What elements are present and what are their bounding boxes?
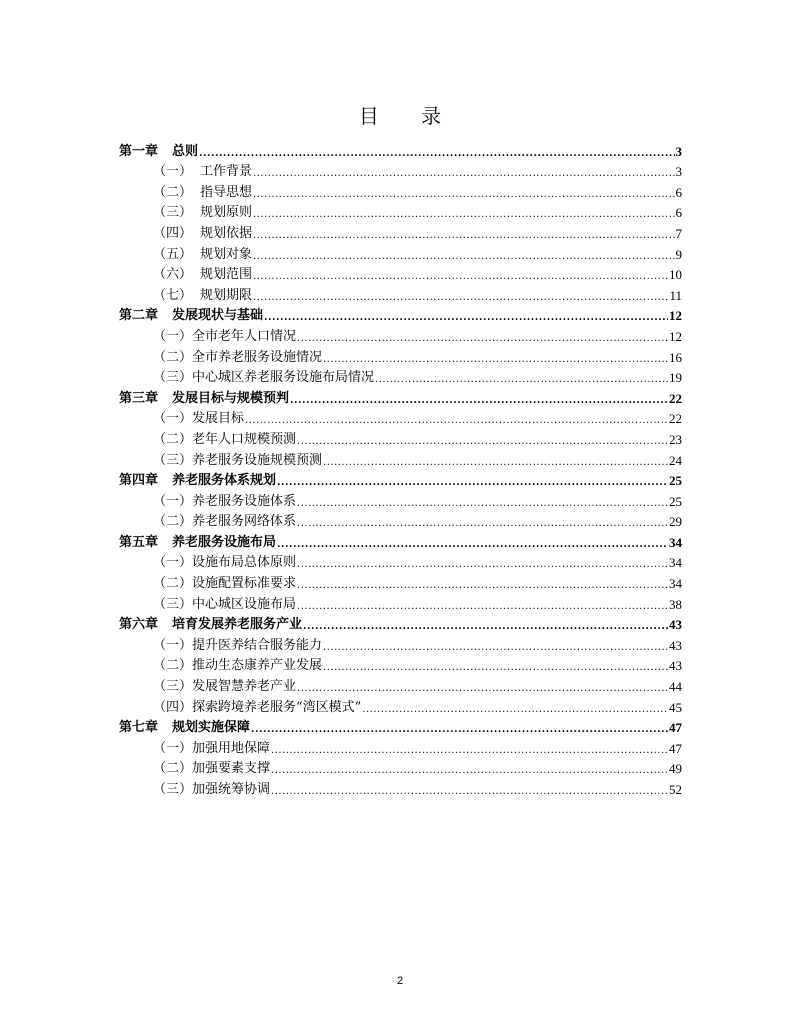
toc-entry-title: 养老服务设施布局 [172,534,277,550]
toc-entry-page: 43 [669,617,682,633]
toc-dot-leader [375,371,668,384]
toc-entry-label [119,618,302,631]
toc-entry-title: 发展目标 [192,411,245,427]
toc-entry-title: 规划范围 [200,267,253,283]
toc-entry-title: 加强统筹协调 [192,782,271,797]
toc-entry-number: 第二章 [119,308,159,324]
toc-entry-label [153,351,322,364]
toc-section-entry[interactable] [119,631,682,652]
toc-entry-number: （一） [153,411,193,427]
toc-section-entry[interactable] [119,261,682,282]
toc-dot-leader [362,701,668,714]
toc-entry-title: 全市养老服务设施情况 [192,349,323,365]
toc-section-entry[interactable] [119,425,682,446]
toc-entry-title: 设施布局总体原则 [192,555,297,571]
toc-entry-label [153,577,296,590]
toc-entry-title: 培育发展养老服务产业 [172,617,303,633]
toc-entry-label [153,330,296,343]
toc-entry-page: 45 [669,699,682,715]
toc-dot-leader [245,412,668,425]
toc-entry-page: 52 [669,782,682,797]
toc-entry-number: 第一章 [119,143,159,159]
toc-entry-page: 6 [675,205,682,221]
toc-dot-leader [297,680,668,693]
toc-chapter-entry[interactable] [119,384,682,405]
toc-entry-number: （三） [153,370,193,386]
toc-entry-title: 设施配置标准要求 [192,576,297,592]
toc-dot-leader [323,351,668,364]
toc-entry-label [153,412,244,425]
toc-section-entry[interactable] [119,569,682,590]
toc-dot-leader [199,145,674,158]
toc-entry-page: 25 [669,473,682,489]
toc-chapter-entry[interactable] [119,302,682,323]
toc-entry-label [153,371,374,384]
toc-dot-leader [297,495,668,508]
toc-entry-number: 第四章 [119,473,159,489]
toc-dot-leader [253,248,674,261]
toc-entry-title: 养老服务设施规模预测 [192,452,323,468]
toc-section-entry[interactable] [119,158,682,179]
toc-entry-number: （六） [153,267,193,283]
table-of-contents [119,137,682,796]
toc-entry-number: （七） [153,287,193,303]
toc-entry-label [153,742,270,755]
toc-dot-leader [297,433,668,446]
toc-entry-page: 24 [669,452,682,468]
toc-section-entry[interactable] [119,219,682,240]
toc-entry-number: （二） [153,349,193,365]
toc-entry-label [153,762,270,775]
toc-entry-number: （一） [153,493,193,509]
toc-entry-label [153,206,252,219]
toc-dot-leader [264,309,668,322]
toc-section-entry[interactable] [119,672,682,693]
toc-entry-number: （三） [153,205,193,221]
toc-dot-leader [253,186,674,199]
toc-dot-leader [271,742,668,755]
toc-section-entry[interactable] [119,775,682,796]
toc-section-entry[interactable] [119,364,682,385]
toc-dot-leader [253,165,674,178]
toc-entry-page: 22 [669,411,682,427]
toc-entry-page: 43 [669,637,682,653]
toc-entry-title: 加强用地保障 [192,740,271,756]
toc-entry-number: 第三章 [119,390,159,406]
toc-entry-title: 养老服务体系规划 [172,473,277,489]
toc-entry-label [153,495,296,508]
toc-section-entry[interactable] [119,343,682,364]
toc-entry-page: 11 [669,287,682,303]
toc-entry-label [153,515,296,528]
toc-entry-page: 47 [669,740,682,756]
toc-entry-label [153,186,252,199]
toc-entry-label [153,433,296,446]
toc-section-entry[interactable] [119,652,682,673]
toc-entry-label [153,227,252,240]
toc-entry-number: 第七章 [119,720,159,736]
toc-entry-label [153,639,322,652]
toc-entry-number: （四） [153,225,193,241]
toc-entry-title: 规划依据 [200,225,253,241]
toc-title: 目 录 [358,104,460,128]
toc-dot-leader [253,227,674,240]
toc-entry-page: 29 [669,514,682,530]
toc-section-entry[interactable] [119,693,682,714]
toc-dot-leader [323,454,668,467]
toc-entry-number: （二） [153,761,193,777]
toc-dot-leader [271,783,668,796]
toc-entry-title: 推动生态康养产业发展 [192,658,323,674]
toc-entry-page: 23 [669,431,682,447]
toc-entry-title: 发展现状与基础 [172,308,264,324]
toc-entry-title: 探索跨境养老服务“湾区模式” [192,699,362,715]
toc-entry-title: 养老服务设施体系 [192,493,297,509]
toc-dot-leader [253,268,668,281]
toc-entry-label [119,536,276,549]
toc-dot-leader [303,618,668,631]
toc-entry-number: （一） [153,164,193,180]
toc-entry-page: 38 [669,596,682,612]
toc-entry-page: 9 [675,246,682,262]
toc-section-entry[interactable] [119,487,682,508]
toc-entry-title: 加强要素支撑 [192,761,271,777]
toc-entry-number: （一） [153,637,193,653]
toc-entry-page: 19 [669,370,682,386]
toc-entry-title: 老年人口规模预测 [192,431,297,447]
toc-section-entry[interactable] [119,508,682,529]
toc-entry-title: 全市老年人口情况 [192,328,297,344]
toc-section-entry[interactable] [119,549,682,570]
toc-entry-label [119,145,198,158]
toc-entry-title: 中心城区养老服务设施布局情况 [192,370,375,386]
toc-entry-page: 47 [669,720,682,736]
toc-dot-leader [277,474,668,487]
toc-entry-title: 提升医养结合服务能力 [192,637,323,653]
toc-entry-label [119,474,276,487]
toc-section-entry[interactable] [119,590,682,611]
toc-dot-leader [297,330,668,343]
toc-section-entry[interactable] [119,446,682,467]
toc-entry-number: （一） [153,555,193,571]
toc-entry-title: 总则 [172,143,199,159]
toc-dot-leader [290,392,668,405]
toc-entry-number: （三） [153,782,193,797]
toc-entry-title: 规划原则 [200,205,253,221]
toc-entry-number: （一） [153,328,193,344]
toc-section-entry[interactable] [119,281,682,302]
toc-entry-page: 12 [669,328,682,344]
toc-entry-number: （二） [153,576,193,592]
toc-entry-label [153,680,296,693]
toc-entry-label [119,309,263,322]
page-number: 2 [396,975,404,987]
toc-dot-leader [297,556,668,569]
toc-entry-title: 养老服务网络体系 [192,514,297,530]
toc-entry-number: （二） [153,514,193,530]
toc-section-entry[interactable] [119,322,682,343]
toc-chapter-entry[interactable] [119,611,682,632]
toc-section-entry[interactable] [119,240,682,261]
toc-entry-number: （四） [153,699,193,715]
toc-entry-label [153,598,296,611]
toc-dot-leader [323,659,668,672]
toc-entry-page: 34 [669,576,682,592]
toc-entry-title: 发展目标与规模预判 [172,390,290,406]
toc-entry-page: 25 [669,493,682,509]
toc-chapter-entry[interactable] [119,137,682,158]
toc-dot-leader [277,536,668,549]
toc-entry-page: 3 [675,143,682,159]
toc-entry-number: （二） [153,658,193,674]
toc-dot-leader [253,289,668,302]
toc-entry-number: （二） [153,184,193,200]
toc-entry-label [119,392,289,405]
toc-entry-title: 规划期限 [200,287,253,303]
toc-entry-page: 34 [669,534,682,550]
toc-entry-title: 规划对象 [200,246,253,262]
toc-entry-number: （一） [153,740,193,756]
toc-entry-page: 22 [669,390,682,406]
toc-dot-leader [271,762,668,775]
toc-entry-number: 第五章 [119,534,159,550]
toc-entry-number: （五） [153,246,193,262]
toc-entry-label [153,556,296,569]
toc-entry-label [153,268,252,281]
toc-entry-page: 43 [669,658,682,674]
toc-entry-page: 44 [669,679,682,695]
toc-chapter-entry[interactable] [119,528,682,549]
toc-entry-number: （三） [153,452,193,468]
toc-entry-title: 指导思想 [200,184,253,200]
toc-entry-label [153,454,322,467]
toc-entry-title: 中心城区设施布局 [192,596,297,612]
toc-entry-number: （三） [153,679,193,695]
toc-section-entry[interactable] [119,199,682,220]
toc-entry-title: 规划实施保障 [172,720,251,736]
toc-dot-leader [297,515,668,528]
toc-entry-label [153,701,361,714]
toc-dot-leader [253,206,674,219]
toc-entry-number: （二） [153,431,193,447]
toc-section-entry[interactable] [119,405,682,426]
toc-entry-title: 发展智慧养老产业 [192,679,297,695]
toc-dot-leader [323,639,668,652]
toc-entry-title: 工作背景 [200,164,253,180]
toc-entry-page: 7 [675,225,682,241]
toc-section-entry[interactable] [119,755,682,776]
toc-dot-leader [297,577,668,590]
toc-entry-label [153,783,270,796]
toc-entry-page: 3 [675,164,682,180]
toc-entry-label [153,248,252,261]
toc-dot-leader [297,598,668,611]
toc-entry-page: 6 [675,184,682,200]
toc-section-entry[interactable] [119,734,682,755]
toc-entry-number: 第六章 [119,617,159,633]
toc-dot-leader [251,721,668,734]
toc-entry-page: 49 [669,761,682,777]
toc-entry-label [153,659,322,672]
toc-chapter-entry[interactable] [119,467,682,488]
toc-entry-label [153,289,252,302]
toc-entry-number: （三） [153,596,193,612]
toc-entry-page: 16 [669,349,682,365]
toc-entry-page: 34 [669,555,682,571]
toc-entry-label [119,721,250,734]
toc-entry-page: 10 [669,267,682,283]
toc-entry-page: 12 [669,308,682,324]
toc-entry-label [153,165,252,178]
toc-section-entry[interactable] [119,178,682,199]
toc-chapter-entry[interactable] [119,714,682,735]
